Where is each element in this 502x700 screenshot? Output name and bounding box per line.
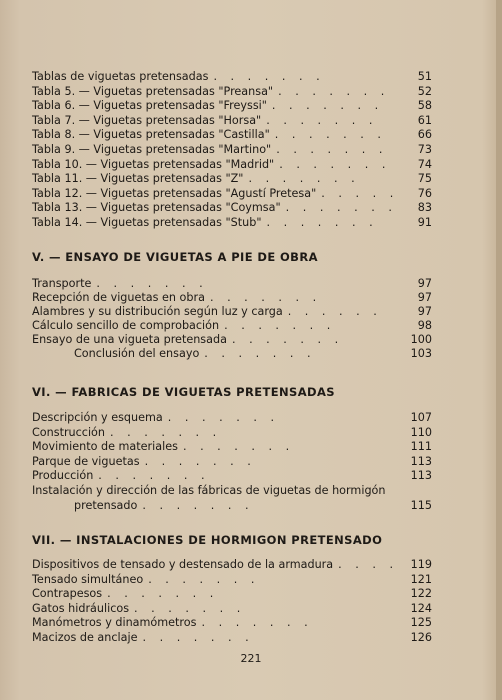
dot-leader: . . . .: [338, 558, 399, 571]
toc-entry-title: Tabla 12. — Viguetas pretensadas "Agustí Pretesa": [32, 186, 317, 200]
toc-page-number: 97: [417, 277, 432, 290]
toc-page-number: 76: [417, 186, 432, 200]
dot-leader: . . . . . . .: [279, 157, 391, 171]
dot-leader: . . . . .: [321, 186, 399, 200]
toc-entry: [32, 187, 432, 200]
toc-page-number: 61: [417, 113, 432, 127]
dot-leader: . . . . . . .: [107, 587, 219, 601]
toc-page-number: 124: [410, 601, 432, 615]
toc-entry-title: Tabla 9. — Viguetas pretensadas "Martino": [32, 143, 272, 156]
toc-page-number: 51: [417, 70, 432, 83]
toc-entry: [32, 305, 432, 318]
toc-entry: [32, 440, 432, 453]
dot-leader: . . . . . . .: [182, 440, 295, 454]
toc-entry-title: Tabla 13. — Viguetas pretensadas "Coymsa": [32, 201, 281, 215]
toc-entry: [32, 347, 432, 360]
toc-entry-title: Tabla 14. — Viguetas pretensadas "Stub": [32, 216, 262, 229]
toc-entry: [32, 128, 432, 141]
toc-page-number: 100: [410, 333, 432, 346]
toc-entry: [32, 216, 432, 229]
toc-entry-title: Tabla 7. — Viguetas pretensadas "Horsa": [32, 113, 262, 127]
toc-page-number: 103: [410, 347, 432, 360]
toc-entry-title: Transporte: [32, 277, 92, 290]
toc-page-number: 122: [410, 587, 432, 601]
toc-entry-title: Gatos hidráulicos: [32, 601, 130, 615]
toc-entry-title: Dispositivos de tensado y destensado de la armadura: [32, 558, 334, 571]
dot-leader: . . . . . . .: [110, 425, 222, 439]
toc-entry: [32, 201, 432, 214]
dot-leader: . . . . . . .: [167, 411, 279, 424]
toc-entry-title: Tabla 8. — Viguetas pretensadas "Castilla": [32, 128, 270, 142]
toc-entry: [32, 333, 432, 346]
dot-leader: . . . . . . .: [274, 128, 386, 142]
dot-leader: . . . . . . .: [266, 216, 378, 229]
toc-page-number: 91: [417, 216, 432, 229]
dot-leader: . . . . . . .: [213, 70, 325, 83]
toc-entry-title: Instalación y dirección de las fábricas de viguetas de hormigón: [32, 484, 386, 497]
toc-page-number: 97: [417, 305, 432, 318]
toc-page-number: 113: [410, 454, 432, 468]
toc-entry-title: Tabla 10. — Viguetas pretensadas "Madrid": [32, 157, 275, 171]
dot-leader: . . . . . . .: [224, 319, 336, 332]
toc-entry-title: pretensado: [74, 498, 138, 512]
toc-entry: [32, 85, 432, 98]
section-heading: VI. — FABRICAS DE VIGUETAS PRETENSADAS: [32, 385, 335, 399]
toc-entry: [32, 573, 432, 586]
toc-page-number: 125: [410, 616, 432, 630]
dot-leader: . . . . . . .: [134, 601, 246, 615]
dot-leader: . . . . . . .: [98, 469, 210, 483]
dot-leader: . . . . . . .: [271, 99, 384, 113]
toc-page-number: 73: [417, 143, 432, 156]
page-spine-edge: [496, 0, 502, 700]
toc-entry-title: Tabla 5. — Viguetas pretensadas "Preansa": [32, 84, 274, 98]
toc-entry: [32, 277, 432, 290]
dot-leader: . . . . . . .: [276, 143, 388, 156]
toc-entry-title: Contrapesos: [32, 587, 103, 601]
toc-page-number: 115: [410, 498, 432, 512]
toc-page-number: 75: [417, 172, 432, 186]
toc-entry-title: Parque de viguetas: [32, 454, 140, 468]
toc-entry: [32, 291, 432, 304]
toc-page-number: 98: [417, 319, 432, 332]
toc-page-number: 126: [410, 631, 432, 644]
dot-leader: . . . . . .: [287, 305, 382, 318]
toc-page-number: 83: [417, 201, 432, 215]
dot-leader: . . . . . . .: [142, 631, 254, 644]
toc-entry-title: Descripción y esquema: [32, 411, 163, 424]
toc-entry-title: Manómetros y dinamómetros: [32, 616, 197, 630]
toc-page-number: 52: [417, 84, 432, 98]
toc-entry-title: Macizos de anclaje: [32, 631, 138, 644]
page-number: 221: [240, 652, 262, 665]
toc-entry: [32, 469, 432, 482]
toc-entry: [32, 499, 432, 512]
section-heading: V. — ENSAYO DE VIGUETAS A PIE DE OBRA: [32, 250, 318, 264]
toc-entry-title: Tabla 11. — Viguetas pretensadas "Z": [32, 172, 244, 186]
toc-entry-title: Tensado simultáneo: [32, 572, 144, 586]
toc-entry: [32, 484, 432, 497]
toc-entry-title: Movimiento de materiales: [32, 440, 178, 454]
toc-entry-title: Tablas de viguetas pretensadas: [32, 70, 209, 83]
toc-entry: [32, 172, 432, 185]
toc-entry: [32, 602, 432, 615]
toc-entry-title: Cálculo sencillo de comprobación: [32, 319, 220, 332]
toc-page-number: 111: [410, 440, 432, 454]
dot-leader: . . . . . . .: [209, 291, 322, 304]
dot-leader: . . . . . . .: [144, 454, 256, 468]
toc-entry: [32, 411, 432, 424]
section-heading: VII. — INSTALACIONES DE HORMIGON PRETENSADO: [32, 533, 383, 547]
toc-entry: [32, 70, 432, 83]
dot-leader: . . . . . . .: [248, 172, 360, 186]
dot-leader: . . . . . . .: [266, 113, 378, 127]
toc-entry: [32, 143, 432, 156]
toc-page-number: 107: [410, 411, 432, 424]
toc-entry: [32, 319, 432, 332]
dot-leader: . . . . . . .: [204, 347, 316, 360]
toc-page-number: 66: [417, 128, 432, 142]
toc-entry: [32, 99, 432, 112]
dot-leader: . . . . . . .: [231, 333, 344, 346]
toc-entry: [32, 455, 432, 468]
toc-page-number: 110: [410, 425, 432, 439]
toc-entry-title: Tabla 6. — Viguetas pretensadas "Freyssi": [32, 99, 267, 113]
toc-entry: [32, 631, 432, 644]
toc-entry-title: Ensayo de una vigueta pretensada: [32, 333, 227, 346]
toc-page-number: 97: [417, 291, 432, 304]
toc-page-number: 119: [410, 558, 432, 571]
dot-leader: . . . . . . .: [96, 277, 208, 290]
toc-entry: [32, 158, 432, 171]
toc-entry-title: Construcción: [32, 425, 105, 439]
toc-page-number: 121: [410, 572, 432, 586]
toc-entry: [32, 114, 432, 127]
toc-entry: [32, 587, 432, 600]
toc-entry-title: Alambres y su distribución según luz y carga: [32, 305, 283, 318]
dot-leader: . . . . . . .: [148, 572, 260, 586]
dot-leader: . . . . . . .: [285, 201, 397, 215]
dot-leader: . . . . . . .: [142, 498, 254, 512]
toc-entry: [32, 558, 432, 571]
toc-page-number: 74: [417, 157, 432, 171]
toc-entry-title: Conclusión del ensayo: [74, 347, 200, 360]
toc-entry-title: Producción: [32, 469, 94, 483]
toc-entry: [32, 616, 432, 629]
dot-leader: . . . . . . .: [278, 84, 390, 98]
toc-page-number: 113: [410, 469, 432, 483]
toc-entry: [32, 426, 432, 439]
toc-page-number: 58: [417, 99, 432, 113]
toc-entry-title: Recepción de viguetas en obra: [32, 291, 205, 304]
dot-leader: . . . . . . .: [201, 616, 313, 630]
